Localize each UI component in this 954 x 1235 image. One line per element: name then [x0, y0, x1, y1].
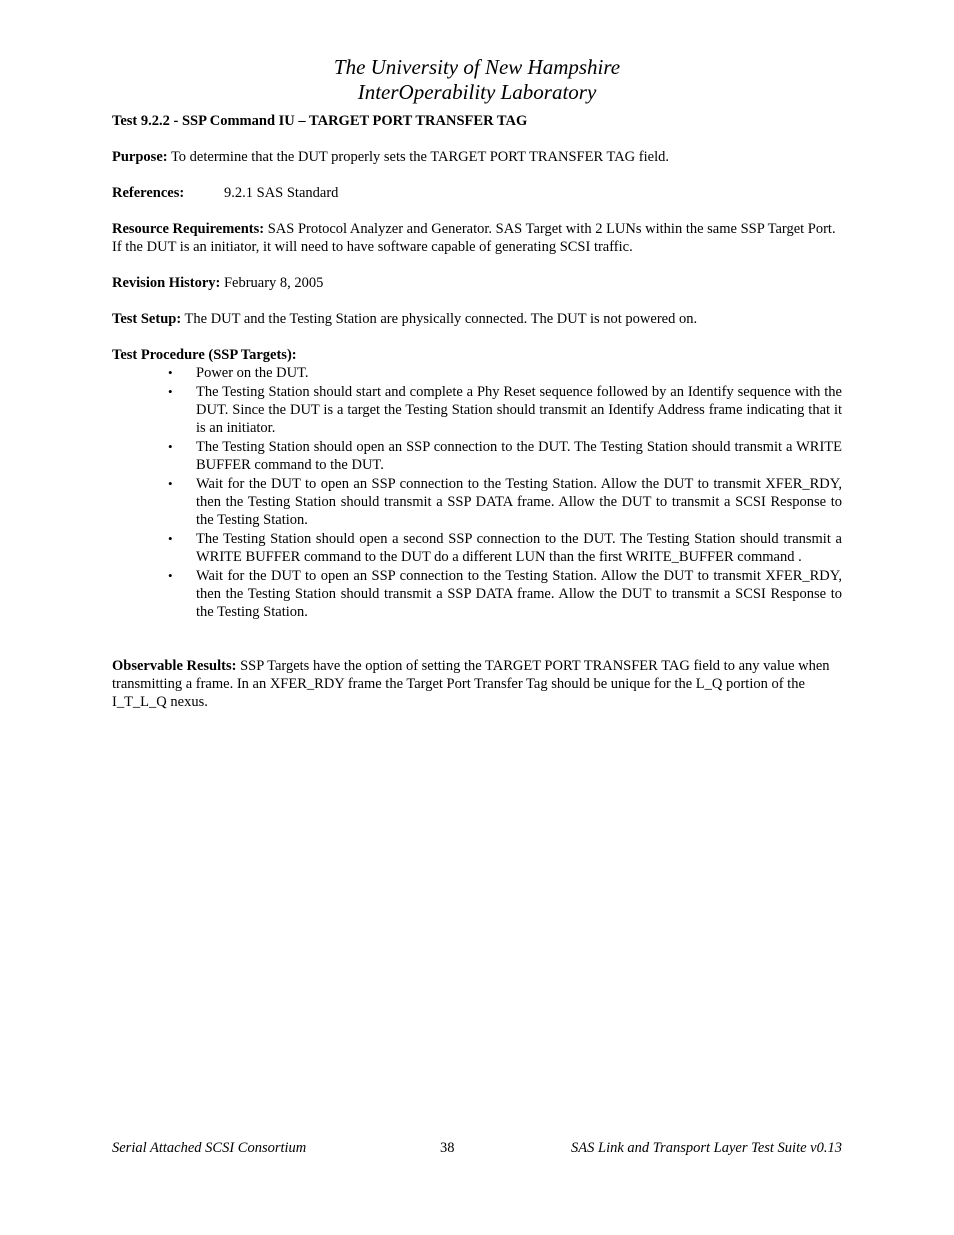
footer-consortium: Serial Attached SCSI Consortium [112, 1140, 307, 1156]
resource-requirements-section [112, 220, 842, 256]
bullet-icon: • [168, 365, 173, 380]
bullet-icon: • [168, 384, 173, 399]
observable-results-text: SSP Targets have the option of setting the TARGET PORT TRANSFER TAG field to any value when transmitting a frame. In an XFER_RDY frame the Target Port Transfer Tag should be unique for the L_Q portion of the I_T_L_Q nexus. [112, 658, 830, 710]
purpose-section [112, 148, 842, 166]
procedure-step [168, 364, 842, 382]
procedure-step-text: The Testing Station should start and complete a Phy Reset sequence followed by an Identify sequence with the DUT. Since the DUT is a target the Testing Station should transmit an Identify Address frame indicating that it is an initiator. [196, 384, 842, 436]
procedure-title: Test Procedure (SSP Targets): [112, 347, 297, 363]
procedure-step [168, 475, 842, 529]
procedure-step [168, 567, 842, 621]
bullet-icon: • [168, 568, 173, 583]
resource-requirements-text: SAS Protocol Analyzer and Generator. SAS Target with 2 LUNs within the same SSP Target Port. If the DUT is an initiator, it will need to have software capable of generating SCSI traffic. [112, 221, 836, 255]
procedure-step-text: Wait for the DUT to open an SSP connection to the Testing Station. Allow the DUT to transmit XFER_RDY, then the Testing Station should transmit a SSP DATA frame. Allow the DUT to transmit a SCSI Response to the Testing Station. [196, 476, 842, 528]
procedure-step [168, 438, 842, 474]
footer-suite-title: SAS Link and Transport Layer Test Suite v0.13 [571, 1140, 842, 1156]
procedure-step-text: Wait for the DUT to open an SSP connection to the Testing Station. Allow the DUT to transmit XFER_RDY, then the Testing Station should transmit a SSP DATA frame. Allow the DUT to transmit a SCSI Response to the Testing Station. [196, 568, 842, 620]
procedure-steps [112, 364, 842, 621]
procedure-step-text: Power on the DUT. [196, 365, 309, 381]
procedure-step-text: The Testing Station should open a second SSP connection to the DUT. The Testing Station should transmit a WRITE BUFFER command to the DUT do a different LUN than the first WRITE_BUFFER command . [196, 531, 842, 565]
test-setup-section [112, 310, 842, 328]
header-institution: The University of New Hampshire [333, 55, 621, 79]
resource-requirements-label: Resource Requirements: [112, 221, 265, 237]
page-footer [112, 1140, 842, 1158]
test-setup-text: The DUT and the Testing Station are physically connected. The DUT is not powered on. [181, 311, 698, 327]
purpose-text: To determine that the DUT properly sets the TARGET PORT TRANSFER TAG field. [167, 149, 669, 165]
page-header [0, 55, 954, 105]
test-title: Test 9.2.2 - SSP Command IU – TARGET PORT TRANSFER TAG [112, 113, 528, 129]
revision-history-label: Revision History: [112, 275, 221, 291]
references-section [112, 184, 842, 202]
purpose-label: Purpose: [112, 149, 168, 165]
revision-history-section [112, 274, 842, 292]
procedure-step-text: The Testing Station should open an SSP connection to the DUT. The Testing Station should transmit a WRITE BUFFER command to the DUT. [196, 439, 842, 473]
test-setup-label: Test Setup: [112, 311, 182, 327]
revision-history-text: February 8, 2005 [220, 275, 324, 291]
references-label: References: [112, 185, 185, 201]
bullet-icon: • [168, 531, 173, 546]
bullet-icon: • [168, 476, 173, 491]
header-laboratory: InterOperability Laboratory [357, 80, 597, 104]
document-body [112, 112, 842, 729]
procedure-step [168, 530, 842, 566]
observable-results-label: Observable Results: [112, 658, 237, 674]
observable-results-section [112, 657, 842, 711]
bullet-icon: • [168, 439, 173, 454]
procedure-step [168, 383, 842, 437]
page-number: 38 [440, 1140, 455, 1156]
references-text: 9.2.1 SAS Standard [224, 185, 339, 201]
